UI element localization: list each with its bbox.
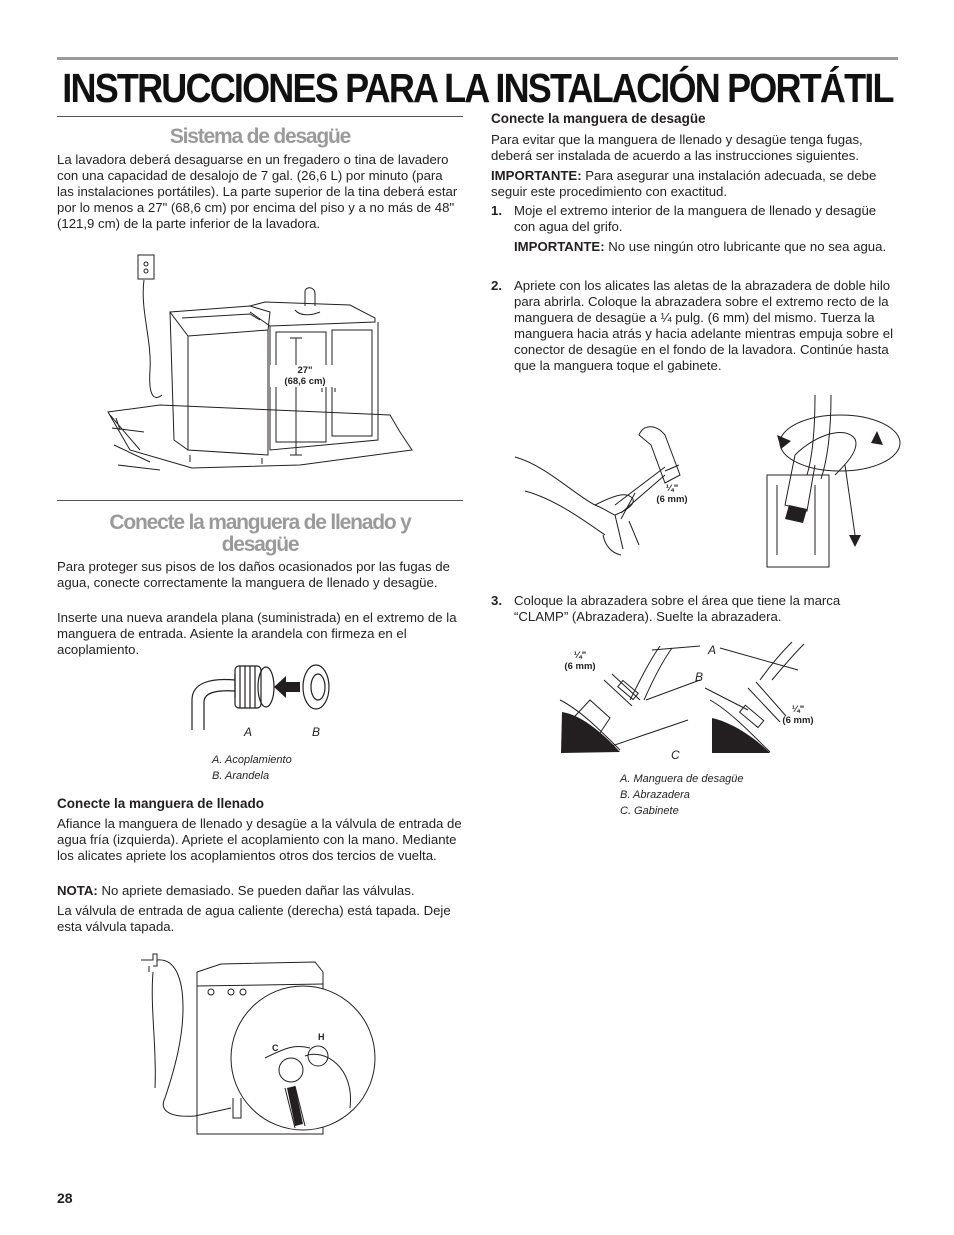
fig4-measure-label bbox=[650, 483, 694, 505]
caption-abrazadera: B. Abrazadera bbox=[620, 789, 690, 801]
fig3-label-hot: H bbox=[318, 1032, 325, 1042]
caption-gabinete: C. Gabinete bbox=[620, 805, 679, 817]
fig5-right-mm: (6 mm) bbox=[782, 715, 814, 726]
fig5-label-c: C bbox=[671, 748, 680, 762]
step-1-number: 1. bbox=[491, 203, 502, 218]
fig4-measure-inches: ¼" bbox=[665, 483, 679, 494]
top-rule bbox=[57, 57, 898, 60]
section-heading-conecte-line2: desagüe bbox=[221, 533, 299, 556]
fig5-right-measure bbox=[778, 704, 818, 726]
section-heading-conecte-line1: Conecte la manguera de llenado y bbox=[109, 511, 411, 534]
subheading-desague: Conecte la manguera de desagüe bbox=[491, 111, 706, 126]
page-title: INSTRUCCIONES PARA LA INSTALACIÓN PORTÁTIL bbox=[62, 65, 893, 112]
fig3-label-cold: C bbox=[272, 1043, 279, 1053]
washer-tub-illustration bbox=[100, 250, 420, 485]
llenado-paragraph-3: La válvula de entrada de agua caliente (derecha) está tapada. Deje esta válvula tapada. bbox=[57, 903, 451, 934]
fig5-left-mm: (6 mm) bbox=[564, 661, 596, 672]
subheading-llenado: Conecte la manguera de llenado bbox=[57, 796, 265, 811]
fig5-left-inches: ¼" bbox=[573, 650, 587, 661]
step1-importante-label: IMPORTANTE: bbox=[514, 239, 605, 254]
llenado-nota bbox=[57, 883, 463, 899]
step-1-text: Moje el extremo interior de la manguera de llenado y desagüe con agua del grifo. bbox=[514, 203, 877, 234]
fill-hose-illustration bbox=[135, 948, 345, 1148]
step-3-text: Coloque la abrazadera sobre el área que tiene la marca “CLAMP” (Abrazadera). Suelte la abrazadera. bbox=[514, 593, 841, 624]
caption-acoplamiento: A. Acoplamiento bbox=[212, 754, 292, 766]
fig1-height-inches: 27" bbox=[297, 365, 313, 376]
fig5-right-inches: ¼" bbox=[791, 704, 805, 715]
fig2-label-b: B bbox=[312, 725, 321, 739]
fig5-label-a: A bbox=[708, 643, 717, 657]
section-heading-conecte bbox=[57, 512, 463, 556]
section-heading-sistema: Sistema de desagüe bbox=[169, 125, 351, 148]
caption-manguera: A. Manguera de desagüe bbox=[620, 773, 744, 785]
coupling-washer-illustration bbox=[190, 660, 340, 732]
fig1-height-label bbox=[270, 365, 340, 387]
step-2-number: 2. bbox=[491, 278, 502, 293]
section-rule bbox=[57, 500, 463, 501]
caption-list bbox=[212, 752, 292, 784]
step-1-importante bbox=[514, 239, 897, 255]
fig1-height-cm: (68,6 cm) bbox=[284, 376, 326, 387]
desague-paragraph-1: Para evitar que la manguera de llenado y desagüe tenga fugas, deberá ser instalada de acuerdo a las instrucciones siguientes. bbox=[491, 132, 863, 163]
caption-list-desague bbox=[620, 771, 744, 819]
conecte-paragraph-2: Inserte una nueva arandela plana (suministrada) en el extremo de la manguera de entrada. Asiente la arandela con firmeza en el acoplamiento. bbox=[57, 610, 457, 657]
nota-text: No apriete demasiado. Se pueden dañar las válvulas. bbox=[97, 883, 415, 898]
sistema-paragraph: La lavadora deberá desaguarse en un fregadero o tina de lavadero con una capacidad de desalojo de 7 gal. (26,6 L) por minuto (para las instalaciones portátiles). La parte superior de la tina deberá estar por lo menos a 27" (68,6 cm) por encima del piso y a no más de 48" (121,9 cm) de la parte inferior de la lavadora. bbox=[57, 152, 458, 231]
pliers-clamp-illustration bbox=[515, 395, 895, 585]
caption-arandela: B. Arandela bbox=[212, 770, 270, 782]
page-number: 28 bbox=[57, 1190, 73, 1206]
importante-label: IMPORTANTE: bbox=[491, 168, 582, 183]
fig5-label-b: B bbox=[695, 670, 704, 684]
fig4-measure-mm: (6 mm) bbox=[656, 494, 688, 505]
step1-importante-text: No use ningún otro lubricante que no sea agua. bbox=[604, 239, 887, 254]
conecte-paragraph-1: Para proteger sus pisos de los daños ocasionados por las fugas de agua, conecte correctamente la manguera de llenado y desagüe. bbox=[57, 559, 450, 590]
section-rule bbox=[57, 116, 463, 117]
nota-label: NOTA: bbox=[57, 883, 98, 898]
fig2-label-a: A bbox=[244, 725, 253, 739]
step-2-text: Apriete con los alicates las aletas de la abrazadera de doble hilo para abrirla. Coloque la abrazadera sobre el extremo recto de la manguera de desagüe a ¼ pulg. (6 mm) del mismo. Tuerza la manguera hacia atrás y hacia adelante mientras empuja sobre el conector de desagüe en el fondo de la lavadora. Continúe hasta que la manguera toque el gabinete. bbox=[514, 278, 893, 373]
desague-importante bbox=[491, 168, 897, 200]
llenado-paragraph-1: Afiance la manguera de llenado y desagüe a la válvula de entrada de agua fría (izquierda). Apriete el acoplamiento con la mano. Mediante los alicates apriete los acoplamientos otros dos tercios de vuelta. bbox=[57, 816, 462, 863]
fig5-left-measure bbox=[560, 650, 600, 672]
step-3-number: 3. bbox=[491, 593, 502, 608]
importante-text: Para asegurar una instalación adecuada, se debe seguir este procedimiento con exactitud. bbox=[491, 168, 877, 199]
